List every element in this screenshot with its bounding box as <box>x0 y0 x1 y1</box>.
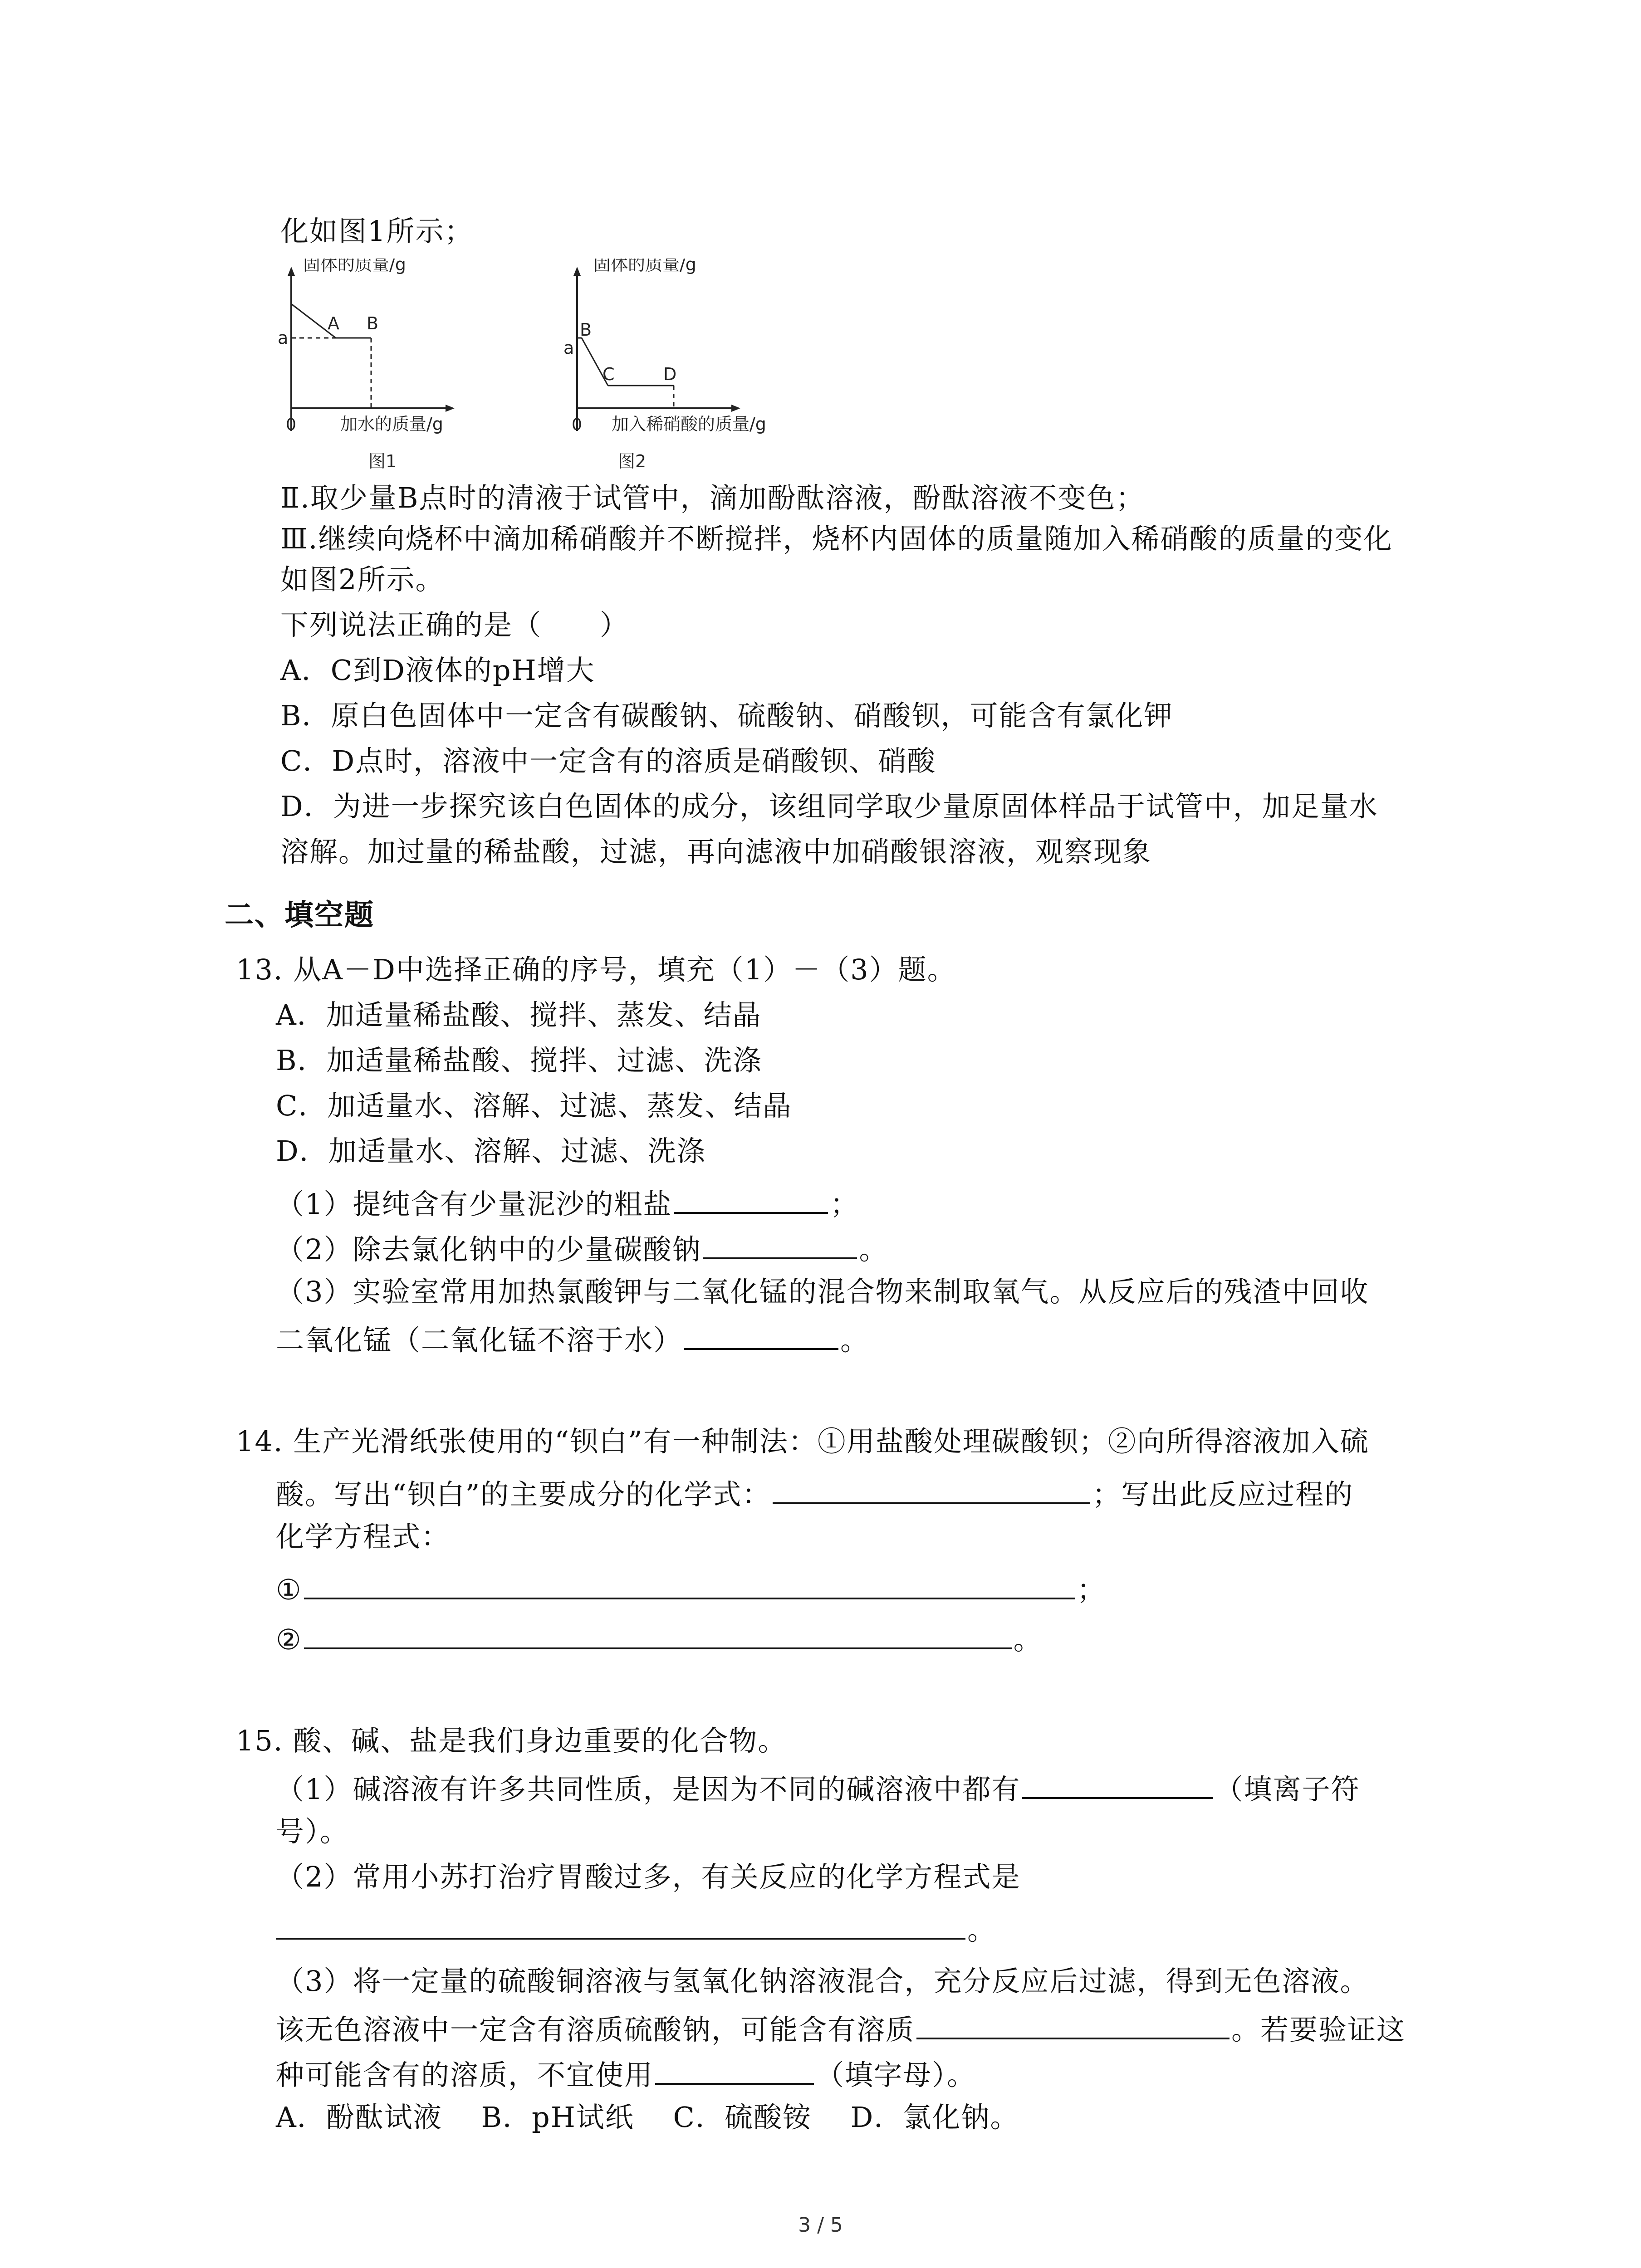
figure1-point-b: B <box>367 313 379 333</box>
q13-option-a: A．加适量稀盐酸、搅拌、蒸发、结晶 <box>276 998 762 1031</box>
q14-equation-1 <box>276 1569 1106 1608</box>
q12-option-b: B．原白色固体中一定含有碳酸钠、硫酸钠、硝酸钡，可能含有氯化钾 <box>280 699 1173 732</box>
q15-part1-end: （填离子符 <box>1215 1773 1360 1806</box>
figure2-caption: 图2 <box>618 451 647 471</box>
figure2-origin: 0 <box>572 415 582 434</box>
q13-option-b: B．加适量稀盐酸、搅拌、过滤、洗涤 <box>276 1044 762 1077</box>
figure-1 <box>268 259 485 483</box>
q13-stem: 13. 从A－D中选择正确的序号，填充（1）－（3）题。 <box>236 953 956 986</box>
section-title: 二、填空题 <box>225 899 374 932</box>
q13-part3-end: 。 <box>840 1324 870 1357</box>
figure1-ylabel: 固体的质量/g <box>303 259 406 274</box>
q15-part2-blank[interactable] <box>276 1909 965 1940</box>
q15-part2-answer <box>276 1909 996 1948</box>
q15-part3-line2 <box>276 2009 1406 2048</box>
q12-option-d-line1: D．为进一步探究该白色固体的成分，该组同学取少量原固体样品于试管中，加足量水 <box>280 790 1378 823</box>
q14-stem-line2 <box>276 1473 1353 1513</box>
q15-stem: 15. 酸、碱、盐是我们身边重要的化合物。 <box>236 1724 787 1757</box>
q13-part3-line1: （3）实验室常用加热氯酸钾与二氧化锰的混合物来制取氧气。从反应后的残渣中回收 <box>276 1275 1369 1308</box>
q14-stem-line3: 化学方程式： <box>276 1520 451 1553</box>
figure1-origin: 0 <box>286 415 296 434</box>
figure2-point-b: B <box>580 320 592 340</box>
q12-option-d-line2: 溶解。加过量的稀盐酸，过滤，再向滤液中加硝酸银溶液，观察现象 <box>280 835 1152 868</box>
q14-eq2-end: 。 <box>1013 1623 1043 1656</box>
q15-part3-text-end: 。若要验证这 <box>1231 2013 1406 2046</box>
q13-option-d: D．加适量水、溶解、过滤、洗涤 <box>276 1134 706 1168</box>
q15-part3-solute-blank[interactable] <box>916 2009 1230 2039</box>
figure1-caption: 图1 <box>368 451 397 471</box>
q13-part2-text: （2）除去氯化钠中的少量碳酸钠 <box>276 1233 701 1266</box>
q13-part3-line2 <box>276 1319 869 1359</box>
q14-stem-line1: 14. 生产光滑纸张使用的“钡白”有一种制法：①用盐酸处理碳酸钡；②向所得溶液加入硫 <box>236 1425 1369 1458</box>
figure2-xlabel: 加入稀硝酸的质量/g <box>612 414 766 434</box>
figure2-point-d: D <box>663 364 677 384</box>
q13-part3-text: 二氧化锰（二氧化锰不溶于水） <box>276 1324 683 1357</box>
q15-part1-blank[interactable] <box>1022 1768 1213 1799</box>
q15-part3-text: 该无色溶液中一定含有溶质硫酸钠，可能含有溶质 <box>276 2013 915 2046</box>
figure1-a-label: a <box>278 328 289 348</box>
q13-part2-end: 。 <box>859 1233 888 1266</box>
q14-formula-blank[interactable] <box>773 1473 1090 1504</box>
page-number: 3 / 5 <box>798 2214 843 2237</box>
q14-eq2-blank[interactable] <box>304 1618 1012 1649</box>
q12-step3-line2: 如图2所示。 <box>280 563 445 596</box>
q13-part1-text: （1）提纯含有少量泥沙的粗盐 <box>276 1188 672 1221</box>
q14-stem2-end: ；写出此反应过程的 <box>1092 1478 1354 1511</box>
q15-part2: （2）常用小苏打治疗胃酸过多，有关反应的化学方程式是 <box>276 1860 1021 1893</box>
q14-eq2-label: ② <box>276 1623 302 1656</box>
q13-option-c: C．加适量水、溶解、过滤、蒸发、结晶 <box>276 1089 792 1122</box>
q15-part1 <box>276 1768 1360 1808</box>
q15-part1-text: （1）碱溶液有许多共同性质，是因为不同的碱溶液中都有 <box>276 1773 1021 1806</box>
q13-part1-end: ； <box>830 1188 859 1221</box>
q14-equation-2 <box>276 1618 1043 1658</box>
q12-intro: 化如图1所示； <box>280 215 474 248</box>
q15-part3-line3-end: （填字母）。 <box>816 2058 976 2092</box>
q12-prompt: 下列说法正确的是（ ） <box>280 608 629 641</box>
figure2-a-label: a <box>563 338 574 358</box>
q15-part3-line3-text: 种可能含有的溶质，不宜使用 <box>276 2058 654 2092</box>
q13-part2-answer-blank[interactable] <box>703 1228 857 1259</box>
q15-part3-letter-blank[interactable] <box>655 2054 814 2085</box>
figure1-point-a: A <box>328 313 339 333</box>
q12-option-a: A．C到D液体的pH增大 <box>280 654 595 687</box>
q12-step2: Ⅱ.取少量B点时的清液于试管中，滴加酚酞溶液，酚酞溶液不变色； <box>280 481 1145 514</box>
q15-options: A．酚酞试液 B．pH试纸 C．硫酸铵 D．氯化钠。 <box>276 2101 1019 2134</box>
q14-eq1-blank[interactable] <box>304 1569 1075 1599</box>
q15-part3-line1: （3）将一定量的硫酸铜溶液与氢氧化钠溶液混合，充分反应后过滤，得到无色溶液。 <box>276 1965 1369 1998</box>
figure2-point-c: C <box>603 364 615 384</box>
q15-part3-line3 <box>276 2054 976 2093</box>
q15-part2-end: 。 <box>967 1913 997 1946</box>
q14-eq1-label: ① <box>276 1573 302 1606</box>
q12-step3-line1: Ⅲ.继续向烧杯中滴加稀硝酸并不断搅拌，烧杯内固体的质量随加入稀硝酸的质量的变化 <box>280 522 1393 555</box>
figure-2 <box>558 259 803 483</box>
q14-eq1-end: ； <box>1077 1573 1106 1606</box>
q13-part1 <box>276 1183 859 1222</box>
q13-part1-answer-blank[interactable] <box>674 1183 828 1214</box>
q13-part2 <box>276 1228 888 1268</box>
q15-part1-line2: 号）。 <box>276 1815 349 1848</box>
q12-option-c: C．D点时，溶液中一定含有的溶质是硝酸钡、硝酸 <box>280 744 936 777</box>
q14-stem2-text: 酸。写出“钡白”的主要成分的化学式： <box>276 1478 771 1511</box>
figure1-xlabel: 加水的质量/g <box>340 414 443 434</box>
q13-part3-answer-blank[interactable] <box>684 1319 838 1350</box>
figure2-ylabel: 固体的质量/g <box>593 259 696 274</box>
